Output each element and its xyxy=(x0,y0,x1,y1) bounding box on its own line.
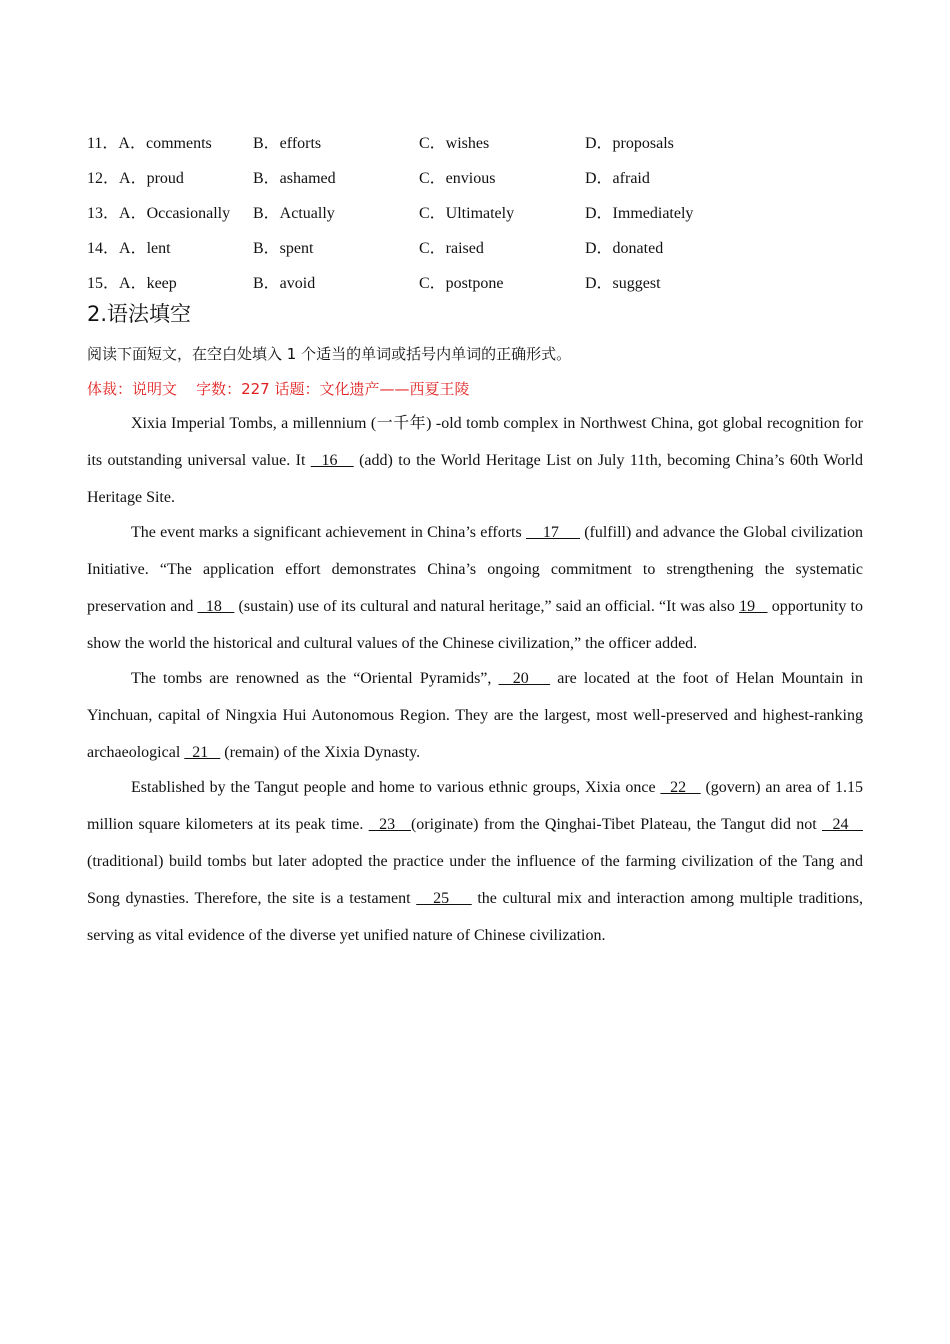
question-number: 11． xyxy=(87,135,119,152)
text-run: opportunity to show the world the historical and cultural values of the Chinese civilization,” the officer added. xyxy=(87,598,864,652)
text-run: (originate) from the Qinghai-Tibet Plateau, the Tangut did not xyxy=(410,816,822,833)
text-run: Xixia Imperial Tombs, a millennium (一千年) -old tomb complex in Northwest China, got global recognition for its outstanding universal value. It xyxy=(87,415,863,469)
question-row-11 xyxy=(87,124,787,159)
paragraph-1 xyxy=(87,405,863,516)
question-row-12 xyxy=(87,159,787,194)
option-a-text: A．proud xyxy=(119,170,184,187)
blank-17: 17 xyxy=(525,524,580,541)
paragraph-4 xyxy=(87,769,863,954)
option-c: C．raised xyxy=(419,240,484,257)
paragraph-3 xyxy=(87,660,863,771)
option-b: B．efforts xyxy=(253,135,322,152)
option-d: D．afraid xyxy=(585,170,650,187)
multiple-choice-options xyxy=(87,124,787,299)
blank-24: 24 xyxy=(821,816,864,833)
text-run: Established by the Tangut people and home to various ethnic groups, Xixia once xyxy=(131,779,661,796)
blank-21: 21 xyxy=(184,744,221,761)
blank-23: 23 xyxy=(368,816,411,833)
option-a-text: A．Occasionally xyxy=(119,205,231,222)
section-instruction: 阅读下面短文，在空白处填入 1 个适当的单词或括号内单词的正确形式。 xyxy=(87,345,572,363)
option-a-text: A．comments xyxy=(118,135,212,152)
text-run: (remain) of the Xixia Dynasty. xyxy=(220,744,421,761)
option-b: B．spent xyxy=(253,240,314,257)
option-c: C．envious xyxy=(419,170,496,187)
option-a-text: A．lent xyxy=(119,240,171,257)
option-a-text: A．keep xyxy=(119,275,177,292)
question-row-13 xyxy=(87,194,787,229)
option-c: C．Ultimately xyxy=(419,205,515,222)
blank-19: 19 xyxy=(739,598,768,615)
option-c: C．postpone xyxy=(419,275,504,292)
text-run: (govern) an area of 1.15 million square kilometers at its peak time. xyxy=(87,779,864,833)
paragraph-2 xyxy=(87,514,863,662)
option-a xyxy=(87,200,253,223)
cloze-passage xyxy=(87,405,863,954)
option-c: C．wishes xyxy=(419,135,490,152)
option-d: D．proposals xyxy=(585,135,674,152)
section-title: 2.语法填空 xyxy=(87,302,192,326)
option-a xyxy=(87,130,253,153)
question-number: 13． xyxy=(87,205,120,222)
blank-18: 18 xyxy=(197,598,235,615)
text-run: The tombs are renowned as the “Oriental Pyramids”, xyxy=(131,670,499,687)
option-d: D．suggest xyxy=(585,275,661,292)
question-row-15 xyxy=(87,264,787,299)
option-a xyxy=(87,235,253,258)
option-d: D．donated xyxy=(585,240,664,257)
blank-25: 25 xyxy=(416,890,472,907)
text-run: (fulfill) and advance the Global civilization Initiative. “The application effort demonstrates China’s ongoing commitment to strengthening the systematic preservation and xyxy=(87,524,864,615)
option-a xyxy=(87,165,253,188)
question-number: 15． xyxy=(87,275,120,292)
blank-22: 22 xyxy=(660,779,701,796)
question-row-14 xyxy=(87,229,787,264)
option-a xyxy=(87,270,253,293)
question-number: 12． xyxy=(87,170,120,187)
passage-meta xyxy=(87,378,469,399)
text-run: (sustain) use of its cultural and natural heritage,” said an official. “It was also xyxy=(234,598,740,615)
option-b: B．avoid xyxy=(253,275,316,292)
blank-16: 16 xyxy=(310,452,354,469)
text-run: the cultural mix and interaction among multiple traditions, serving as vital evidence of the diverse yet unified nature of Chinese civilization. xyxy=(87,890,863,944)
text-run: The event marks a significant achievement in China’s efforts xyxy=(131,524,526,541)
text-run: are located at the foot of Helan Mountain in Yinchuan, capital of Ningxia Hui Autonomous Region. They are the largest, most well-preserved and highest-ranking archaeological xyxy=(87,670,863,761)
option-d: D．Immediately xyxy=(585,205,694,222)
option-b: B．ashamed xyxy=(253,170,336,187)
text-run: (traditional) build tombs but later adopted the practice under the influence of the farming civilization of the Tang and Song dynasties. Therefore, the site is a testament xyxy=(87,853,863,907)
passage-meta-text: 体裁：说明文 字数：227 话题：文化遗产——西夏王陵 xyxy=(87,380,470,398)
blank-20: 20 xyxy=(498,670,551,687)
text-run: (add) to the World Heritage List on July 11th, becoming China’s 60th World Heritage Site. xyxy=(87,452,864,506)
option-b: B．Actually xyxy=(253,205,335,222)
question-number: 14． xyxy=(87,240,120,257)
